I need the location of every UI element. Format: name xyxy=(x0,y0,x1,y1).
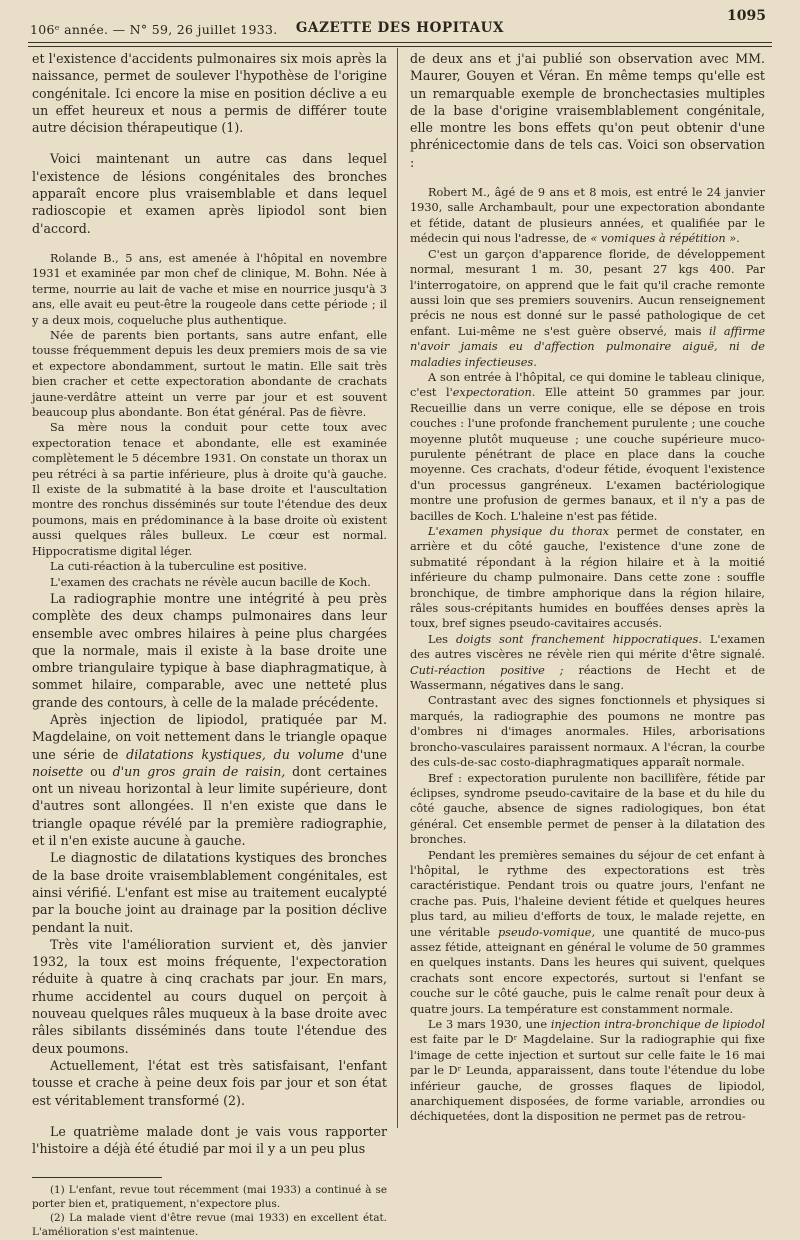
page-number: 1095 xyxy=(727,8,766,24)
italic-run: expectoration. xyxy=(452,386,536,400)
text-run: Les xyxy=(428,632,456,646)
paragraph: Voici maintenant un autre cas dans lequel l'existence de lésions congénitales des bronches apparaît encore plus vraisemblable et dans lequel radioscopie et examen après lipiodol sont bien d'accord. xyxy=(32,151,387,236)
text-run: Elle atteint 50 grammes par jour. Recueillie dans un verre conique, elle se dépose en trois couches : l'une profonde franchement purulente ; une couche moyenne plutôt muqueuse ; une couche supérieure muco-purulente pénétrant de place en place dans la couche moyenne. Ces crachats, d'odeur fétide, évoquent l'existence d'un processus gangréneux. L'examen bactériologique montre une profusion de germes banaux, et il n'y a pas de bacilles de Koch. L'haleine n'est pas fétide. xyxy=(410,386,765,523)
paragraph: Le diagnostic de dilatations kystiques des bronches de la base droite vraisemblablement congénitales, est ainsi vérifié. L'enfant est mise au traitement eucalypté par la bouche joint au drainage par la position déclive pendant la nuit. xyxy=(32,850,387,935)
observation-paragraph: Née de parents bien portants, sans autre enfant, elle tousse fréquemment depuis les deux premiers mois de sa vie et expectore abondamment, surtout le matin. Elle sait très bien cracher et cette expectoration abondante de crachats jaune-verdâtre atteint un verre par jour et est souvent beaucoup plus abondante. Bon état général. Pas de fièvre. xyxy=(32,329,387,420)
observation-paragraph: La cuti-réaction à la tuberculine est positive. xyxy=(50,560,308,574)
paragraph: de deux ans et j'ai publié son observation avec MM. Maurer, Gouyen et Véran. En même temps qu'elle est un remarquable exemple de bronchectasies multiples de la base d'origine vraisemblablement congénitale, elle montre les bons effets qu'on peut obtenir d'une phrénicectomie dans de tels cas. Voici son observation : xyxy=(410,51,765,170)
text-run: A son entrée à l'hôpital, ce qui domine le tableau clinique, c'est l' xyxy=(410,370,765,400)
italic-run: il affirme n'avoir jamais eu d'affection pulmonaire aiguë, ni de maladies infectieuses. xyxy=(410,324,765,369)
left-column xyxy=(32,50,387,1240)
italic-run: « vomiques à répétition ». xyxy=(590,232,740,246)
text-run: est faite par le Dʳ Magdelaine. Sur la radiographie qui fixe l'image de cette injection et surtout sur celle faite le 16 mai par le Dʳ Leunda, apparaissent, dans toute l'étendue du lobe inférieur gauche, de grosses flaques de lipiodol, anarchiquement disposées, de forme variable, arrondies ou déchiquetées, dont la disposition ne permet pas de retrou- xyxy=(410,1033,765,1124)
text-run: Robert M., âgé de 9 ans et 8 mois, est entré le 24 janvier 1930, salle Archambault, pour une expectoration abondante et fétide, datant de plusieurs années, et qualifiée par le médecin qui nous l'adresse, de xyxy=(410,186,765,246)
text-run: Après injection de lipiodol, pratiquée par M. Magdelaine, on voit nettement dans le triangle opaque une série de xyxy=(32,711,387,762)
paragraph: Le quatrième malade dont je vais vous rapporter l'histoire a déjà été étudié par moi il y a un peu plus xyxy=(32,1123,387,1157)
paragraph: La radiographie montre une intégrité à peu près complète des deux champs pulmonaires dans leur ensemble avec ombres hilaires à peine plus chargées que la normale, mais il existe à la base droite une ombre triangulaire typique à base diaphragmatique, à sommet hilaire, comparable, avec une netteté plus grande des contours, à celle de la malade précédente. xyxy=(32,590,387,710)
paragraph: Actuellement, l'état est très satisfaisant, l'enfant tousse et crache à peine deux fois par jour et son état est véritablement transformé (2). xyxy=(32,1057,387,1108)
observation-paragraph: Rolande B., 5 ans, est amenée à l'hôpital en novembre 1931 et examinée par mon chef de clinique, M. Bohn. Née à terme, nourrie au lait de vache et mise en nourrice jusqu'à 3 ans, elle avait eu peut-être la rougeole dans cette période ; il y a deux mois, coqueluche plus authentique. xyxy=(32,251,387,327)
observation-paragraph: Bref : expectoration purulente non bacillifère, fétide par éclipses, syndrome pseudo-cavitaire de la base et du hile du côté gauche, absence de signes radiologiques, bon état général. Cet ensemble permet de penser à la dilatation des bronches. xyxy=(410,771,765,847)
paragraph xyxy=(32,711,387,849)
header-rule-bottom xyxy=(28,46,772,47)
italic-run: Cuti-réaction positive ; xyxy=(410,663,564,677)
paragraph: Très vite l'amélioration survient et, dès janvier 1932, la toux est moins fréquente, l'expectoration réduite à quatre à cinq crachats par jour. En mars, rhume accidentel au cours duquel on perçoit à nouveau quelques râles muqueux à la base droite avec râles sibilants disséminés dans toute l'étendue des deux poumons. xyxy=(32,936,387,1056)
italic-run: L'examen physique du thorax xyxy=(428,525,610,539)
journal-title: GAZETTE DES HOPITAUX xyxy=(295,20,505,36)
running-header xyxy=(30,8,770,37)
header-rule-top xyxy=(28,42,772,43)
text-run: Pendant les premières semaines du séjour de cet enfant à l'hôpital, le rythme des expectorations est très caractéristique. Pendant trois ou quatre jours, l'enfant ne crache pas. Puis, l'haleine devient fétide et quelques heures plus tard, au milieu d'efforts de toux, le malade rejette, en une véritable xyxy=(410,848,765,939)
italic-run: injection intra-bronchique de lipiodol xyxy=(550,1018,765,1032)
observation-paragraph: Contrastant avec des signes fonctionnels et physiques si marqués, la radiographie des poumons ne montre pas d'ombres ni d'images anormales. Hiles, arborisations broncho-vasculaires paraissent normaux. A l'écran, la courbe des culs-de-sac costo-diaphragmatiques apparaît normale. xyxy=(410,694,765,770)
text-run: une quantité de muco-pus assez fétide, atteignant en général le volume de 50 grammes en quelques instants. Dans les heures qui suivent, quelques crachats sont encore expectorés, surtout si l'enfant se couche sur le côté gauche, puis le calme renaît pour deux à quatre jours. La température est constamment normale. xyxy=(410,925,765,1016)
observation-paragraph xyxy=(410,848,765,1017)
observation-paragraph xyxy=(410,524,765,632)
column-separator xyxy=(397,48,398,1128)
issue-line: 106ᵉ année. — N° 59, 26 juillet 1933. xyxy=(30,22,278,37)
text-run: ou xyxy=(83,763,113,779)
text-run: L'examen des autres viscères ne révèle rien qui mérite d'être signalé. xyxy=(410,632,765,662)
observation-paragraph xyxy=(410,1017,765,1125)
italic-run: d'un gros grain de raisin, xyxy=(112,763,286,779)
italic-run: dilatations kystiques, du volume xyxy=(126,746,344,762)
observation-paragraph xyxy=(410,247,765,370)
text-run: C'est un garçon d'apparence floride, de développement normal, mesurant 1 m. 30, pesant 27 kgs 400. Par l'interrogatoire, on apprend que le fait qu'il crache remonte aussi loin que ses premiers souvenirs. Aucun renseignement précis ne nous est donné sur le passé pathologique de cet enfant. Lui-même ne s'est guère observé, mais xyxy=(410,247,765,338)
text-run: permet de constater, en arrière et du côté gauche, l'existence d'une zone de submatité répondant à la région hilaire et à la moitié inférieure du champ pulmonaire. Dans cette zone : souffle bronchique, de timbre amphorique dans la région hilaire, râles sous-crépitants humides en bouffées denses après la toux, bref signes pseudo-cavitaires accusés. xyxy=(410,525,766,631)
footnote-1: (1) L'enfant, revue tout récemment (mai 1933) a continué à se porter bien et, pratiquement, n'expectore plus. xyxy=(32,1184,387,1211)
observation-paragraph xyxy=(410,185,765,247)
footnote-rule xyxy=(32,1177,162,1178)
text-run: réactions de Hecht et de Wassermann, négatives dans le sang. xyxy=(410,663,766,693)
observation-paragraph xyxy=(410,632,765,694)
observation-paragraph: L'examen des crachats ne révèle aucun bacille de Koch. xyxy=(50,575,371,589)
right-column xyxy=(410,50,765,1125)
italic-run: pseudo-vomique, xyxy=(497,925,596,939)
text-run: dont certaines ont un niveau horizontal à leur limite supérieure, dont d'autres sont allongées. Il n'en existe que dans le triangle opaque révélé par la première radiographie, et il n'en existe aucune à gauche. xyxy=(32,763,387,849)
text-run: d'une xyxy=(343,746,387,762)
observation-paragraph: Sa mère nous la conduit pour cette toux avec expectoration tenace et abondante, elle est examinée complètement le 5 décembre 1931. On constate un thorax un peu rétréci à sa partie inférieure, plus à droite qu'à gauche. Il existe de la submatité à la base droite et l'auscultation montre des ronchus disséminés sur toute l'étendue des deux poumons, mais en prédominance à la base droite où existent aussi quelques râles bulleux. Le cœur est normal. Hippocratisme digital léger. xyxy=(32,421,387,558)
italic-run: noisette xyxy=(32,763,84,779)
footnote-2: (2) La malade vient d'être revue (mai 1933) en excellent état. L'amélioration s'est maintenue. xyxy=(32,1212,387,1238)
text-run: Le 3 mars 1930, une xyxy=(428,1018,551,1032)
italic-run: doigts sont franchement hippocratiques. xyxy=(455,632,702,646)
paragraph: et l'existence d'accidents pulmonaires six mois après la naissance, permet de soulever l'hypothèse de l'origine congénitale. Ici encore la mise en position déclive a eu un effet heureux et nous a permis de différer toute autre décision thérapeutique (1). xyxy=(32,51,387,136)
observation-paragraph xyxy=(410,370,765,524)
